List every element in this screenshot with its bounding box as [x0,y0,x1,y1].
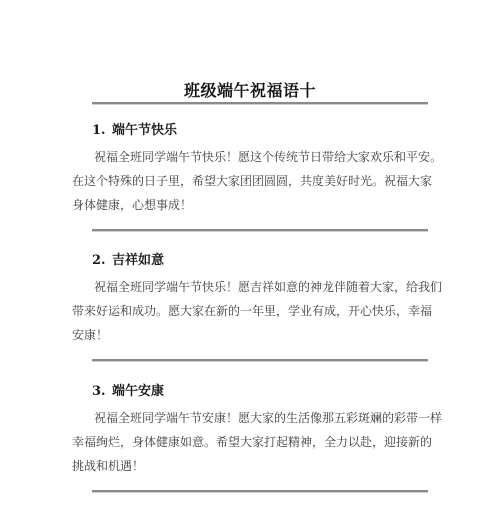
section-divider [92,359,428,362]
paragraph-line: 祝福全班同学端午节安康！愿大家的生活像那五彩斑斓的彩带一样 [94,411,443,425]
section-paragraph-2 [72,275,443,347]
paragraph-line: 安康！ [72,328,109,342]
section-divider [92,229,428,232]
paragraph-line: 祝福全班同学端午节快乐！愿这个传统节日带给大家欢乐和平安。 [94,150,443,164]
section-number: 2. [92,253,106,268]
section-heading-1 [92,119,177,138]
section-number: 3. [92,384,106,399]
section-paragraph-3 [72,406,443,478]
section-heading-text: 吉祥如意 [112,253,165,268]
page-title: 班级端午祝福语十 [183,81,316,100]
section-heading-3 [92,380,164,399]
paragraph-line: 带来好运和成功。愿大家在新的一年里，学业有成，开心快乐，幸福 [72,304,433,318]
section-heading-2 [92,249,164,268]
section-number: 1. [92,123,106,138]
paragraph-line: 幸福绚烂，身体健康如意。希望大家打起精神，全力以赴，迎接新的 [72,435,433,449]
section-paragraph-1 [72,145,443,217]
paragraph-line: 挑战和机遇！ [72,459,145,473]
paragraph-line: 在这个特殊的日子里，希望大家团团圆圆，共度美好时光。祝福大家 [72,174,433,188]
title-divider [92,102,428,105]
section-divider [92,490,428,493]
paragraph-line: 祝福全班同学端午节快乐！愿吉祥如意的神龙伴随着大家，给我们 [94,280,443,294]
paragraph-line: 身体健康，心想事成！ [72,198,193,212]
section-heading-text: 端午安康 [112,384,165,399]
section-heading-text: 端午节快乐 [112,123,178,138]
